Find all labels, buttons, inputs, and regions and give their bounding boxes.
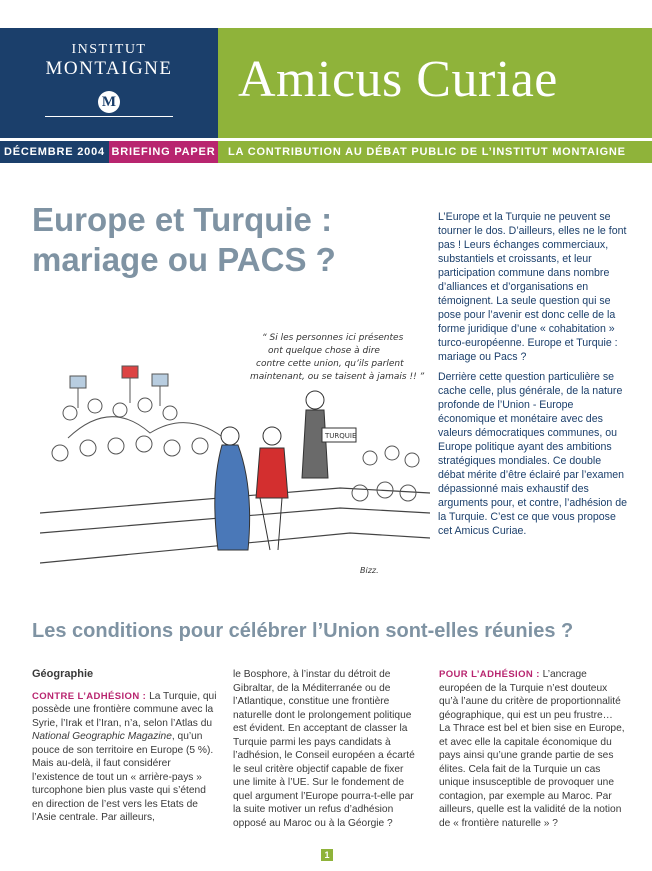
column-2-paragraph: le Bosphore, à l’instar du détroit de Gibraltar, de la Méditerranée ou de l’Atlantique, constitue une frontière naturelle dont le prolongement politique est évident. En acceptant de classer la Turquie parmi les pays candidats à l’adhésion, le Conseil européen a écarté le seul critère objectif capable de fixer une limite à l’UE. Sur le fondement de quel argument l’Europe pourra-t-elle par la suite motiver un refus d’adhésion opposé au Maroc ou à la Géorgie ? (233, 669, 415, 829)
issue-date: DÉCEMBRE 2004 (0, 141, 109, 163)
section-heading: Les conditions pour célébrer l’Union sont-elles réunies ? (32, 620, 574, 642)
logo-divider (45, 116, 173, 117)
cartoon-caption-line-3: contre cette union, qu’ils parlent (256, 359, 404, 369)
publication-banner (218, 28, 652, 138)
document-type: BRIEFING PAPER (109, 141, 218, 163)
headline-line-2: mariage ou PACS ? (32, 240, 336, 278)
logo-line-institut: INSTITUT (71, 42, 147, 57)
against-paragraph (32, 690, 220, 825)
cartoon-caption-line-1: “ Si les personnes ici présentes (262, 333, 404, 343)
strip-tagline: LA CONTRIBUTION AU DÉBAT PUBLIC DE L’INSTITUT MONTAIGNE (228, 146, 626, 158)
intro-paragraph-2: Derrière cette question particulière se cache celle, plus générale, de la nature profonde de l’Union - Europe économique et monétaire avec des valeurs démocratiques communes, ou Europe politique ayant des ambitions stratégiques mondiales. Ce double débat mérite d’être éclairé par l’examen dépassionné mais exhaustif des arguments pour, et contre, l’adhésion de la Turquie. C’est ce que vous propose cet Amicus Curiae. (438, 371, 628, 537)
intro-paragraph-1: L’Europe et la Turquie ne peuvent se tourner le dos. D’ailleurs, elles ne le font pas ! Leurs échanges commerciaux, substantiels et croissants, et leur participation commune dans nombre d’alliances et d’organisations en témoignent. La seule question qui se pose pour l’avenir est donc celle de la forme juridique d’une « cohabitation » turco-européenne. Europe et Turquie : mariage ou Pacs ? (438, 211, 627, 363)
against-label: CONTRE L’ADHÉSION : (32, 690, 147, 702)
info-strip (0, 141, 652, 163)
article-column-3 (439, 668, 627, 830)
wedding-cartoon-illustration (40, 318, 430, 603)
page-number: 1 (321, 849, 333, 861)
turquie-sign: TURQUIE (325, 432, 357, 440)
logo-line-montaigne: MONTAIGNE (45, 58, 173, 79)
article-column-2 (233, 668, 421, 830)
against-text-part-2: , qu’un pouce de son territoire en Europe (5 %). Mais au-delà, il faut considérer l’existence de tout un « arrière-pays » turcophone bien plus vaste qui s’étend en direction de l’est vers les Etats de l’Asie centrale. Par ailleurs, (32, 731, 214, 823)
for-text: L’ancrage européen de la Turquie n’est douteux qu’à l’aune du critère de proportionnalité géographique, qui est un peu frustre… La Thrace est bel et bien sise en Europe, et avec elle la capitale économique du pays ainsi qu’une grande partie de ses élites. Cela fait de la Turquie un cas unique insusceptible de provoquer une contagion, par exemple au Maroc. Par ailleurs, quelle est la validité de la notion de « frontière naturelle » ? (439, 669, 625, 829)
headline-line-1: Europe et Turquie : (32, 201, 333, 238)
logo-seal-icon: M (98, 91, 120, 113)
subsection-heading-geographie: Géographie (32, 668, 94, 680)
publication-title: Amicus Curiae (238, 51, 558, 108)
institut-montaigne-logo[interactable] (0, 28, 218, 138)
against-italic-title: National Geographic Magazine (32, 731, 172, 742)
cartoonist-signature: Bizz. (360, 566, 379, 575)
article-column-1 (32, 668, 220, 825)
cartoon-caption-line-2: ont quelque chose à dire (268, 346, 380, 356)
masthead (0, 28, 652, 138)
against-text-part-1: La Turquie, qui possède une frontière commune avec la Syrie, l’Irak et l’Iran, n’a, selon l’Atlas du (32, 690, 217, 729)
intro-text (438, 210, 630, 544)
for-label: POUR L’ADHÉSION : (439, 669, 540, 680)
for-paragraph (439, 668, 627, 830)
page-title (32, 200, 422, 279)
cartoon-caption-line-4: maintenant, ou se taisent à jamais !! ” (250, 372, 425, 382)
